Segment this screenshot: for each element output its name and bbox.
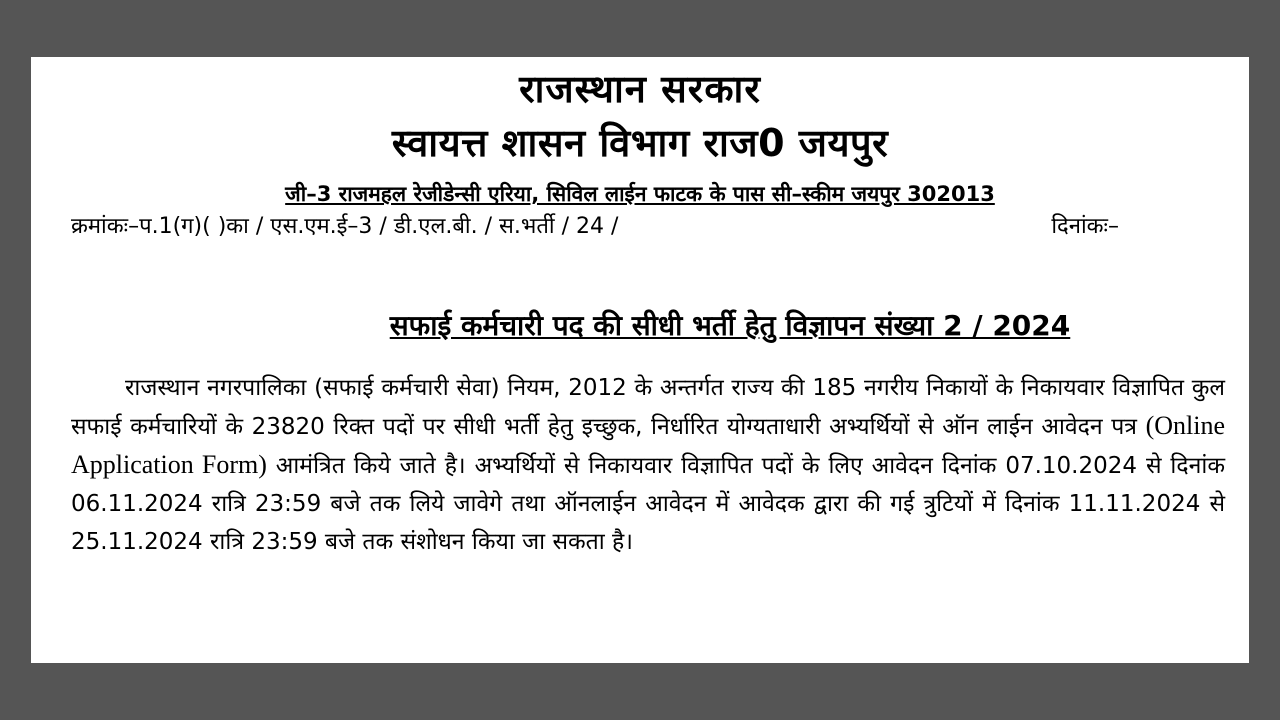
- document-page: [31, 57, 1249, 663]
- reference-row: [71, 212, 1119, 242]
- notice-body: [71, 369, 1225, 561]
- notice-body-part1: राजस्थान नगरपालिका (सफाई कर्मचारी सेवा) नियम, 2012 के अन्तर्गत राज्य की 185 नगरीय निकायों के निकायवार विज्ञापित कुल सफाई कर्मचारियों के 23820 रिक्त पदों पर सीधी भर्ती हेतु इच्छुक, निर्धारित योग्यताधारी अभ्यर्थियों से ऑन लाईन आवेदन पत्र: [71, 375, 1225, 440]
- reference-number: क्रमांकः–प.1(ग)( )का / एस.एम.ई–3 / डी.एल.बी. / स.भर्ती / 24 /: [71, 214, 619, 239]
- government-title: राजस्थान सरकार: [519, 67, 761, 111]
- notice-body-english: (Online Application Form): [71, 411, 1225, 479]
- office-address: जी–3 राजमहल रेजीडेन्सी एरिया, सिविल लाईन फाटक के पास सी–स्कीम जयपुर 302013: [285, 182, 995, 206]
- date-label: दिनांकः–: [1051, 214, 1119, 239]
- notice-body-part2: आमंत्रित किये जाते है। अभ्यर्थियों से निकायवार विज्ञापित पदों के लिए आवेदन दिनांक 07.10.2024 से दिनांक 06.11.2024 रात्रि 23:59 बजे तक लिये जावेगे तथा ऑनलाईन आवेदन में आवेदक द्वारा की गई त्रुटियों में दिनांक 11.11.2024 से 25.11.2024 रात्रि 23:59 बजे तक संशोधन किया जा सकता है।: [71, 453, 1225, 555]
- department-title: स्वायत्त शासन विभाग राज0 जयपुर: [391, 121, 889, 165]
- notice-heading: सफाई कर्मचारी पद की सीधी भर्ती हेतु विज्ञापन संख्या 2 / 2024: [389, 309, 1071, 342]
